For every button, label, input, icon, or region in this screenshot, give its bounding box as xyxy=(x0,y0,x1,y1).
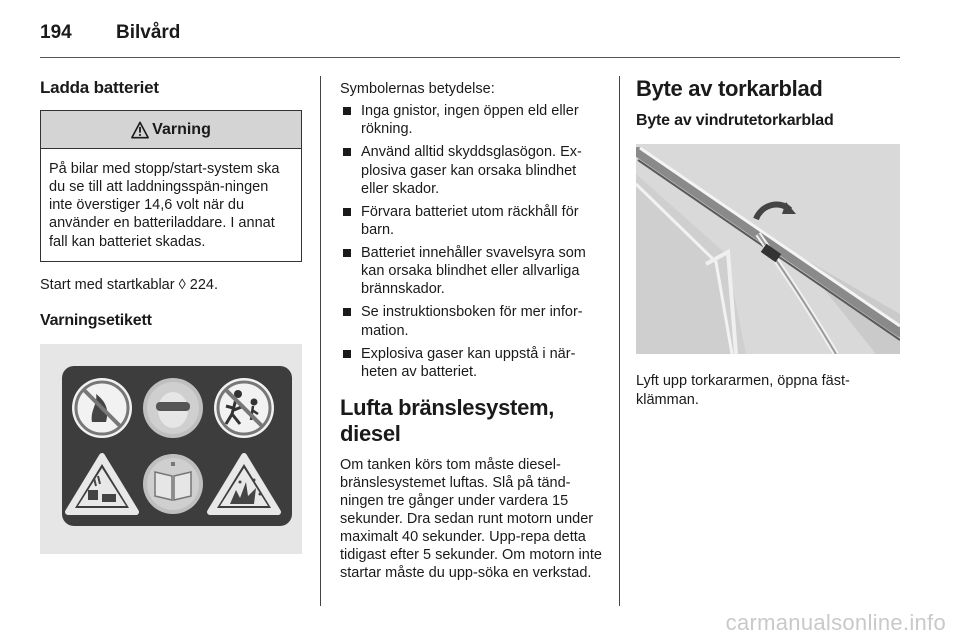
column-middle xyxy=(340,76,606,583)
page-header xyxy=(40,18,900,58)
watermark: carmanualsonline.info xyxy=(725,610,946,635)
jump-start-reference: Start med startkablar ◊ 224. xyxy=(40,276,219,293)
list-item: Se instruktionsboken för mer infor-mation. xyxy=(340,303,606,339)
warning-triangle-icon xyxy=(131,121,149,139)
no-fire-icon xyxy=(72,378,132,438)
symbols-intro: Symbolernas betydelse: xyxy=(340,81,495,97)
bleed-fuel-text: Om tanken körs tom måste diesel-bränslesystemet luftas. Slå på tänd-ningen tre gånger under vardera 15 sekunder. Dra sedan runt motorn under maximalt 40 sekunder. Upp-repa detta tidigast efter 5 sekunder. Om motorn inte startar måste du upp-söka en verkstad. xyxy=(340,456,602,582)
warning-title: Varning xyxy=(152,120,211,138)
read-manual-icon xyxy=(143,454,203,514)
keep-away-children-icon xyxy=(214,378,274,438)
subheading-windscreen-wiper: Byte av vindrutetorkarblad xyxy=(636,112,834,130)
column-divider-2 xyxy=(619,76,620,606)
warning-box xyxy=(40,110,302,262)
warning-text: På bilar med stopp/start-system ska du se till att laddningsspän-ningen inte överstiger 14,6 volt när du använder en batteriladdare. I annat fall kan batteriet skadas. xyxy=(49,161,280,250)
eye-protection-icon xyxy=(143,378,203,438)
list-item: Batteriet innehåller svavelsyra som kan orsaka blindhet eller allvarliga brännskador. xyxy=(340,244,606,298)
section-heading-wiper-blades: Byte av torkarblad xyxy=(636,76,823,101)
warning-header xyxy=(41,111,301,149)
list-item: Förvara batteriet utom räckhåll för barn. xyxy=(340,203,606,239)
column-divider-1 xyxy=(320,76,321,606)
list-item: Inga gnistor, ingen öppen eld eller rökning. xyxy=(340,102,606,138)
battery-warning-label-image xyxy=(40,344,302,554)
wiper-caption: Lyft upp torkararmen, öppna fäst-klämman. xyxy=(636,373,850,408)
list-item: Explosiva gaser kan uppstå i när-heten av batteriet. xyxy=(340,345,606,381)
list-item: Använd alltid skyddsglasögon. Ex-plosiva gaser kan orsaka blindhet eller skador. xyxy=(340,143,606,197)
section-heading-warning-label: Varningsetikett xyxy=(40,311,152,329)
column-right xyxy=(636,76,902,409)
page-number: 194 xyxy=(40,22,72,43)
wiper-blade-illustration xyxy=(636,144,900,354)
column-left xyxy=(40,76,302,554)
chapter-title: Bilvård xyxy=(116,22,181,43)
symbol-list xyxy=(340,102,606,381)
section-heading-bleed-fuel: Lufta bränslesystem, diesel xyxy=(340,394,555,447)
section-heading-charge-battery: Ladda batteriet xyxy=(40,78,159,97)
